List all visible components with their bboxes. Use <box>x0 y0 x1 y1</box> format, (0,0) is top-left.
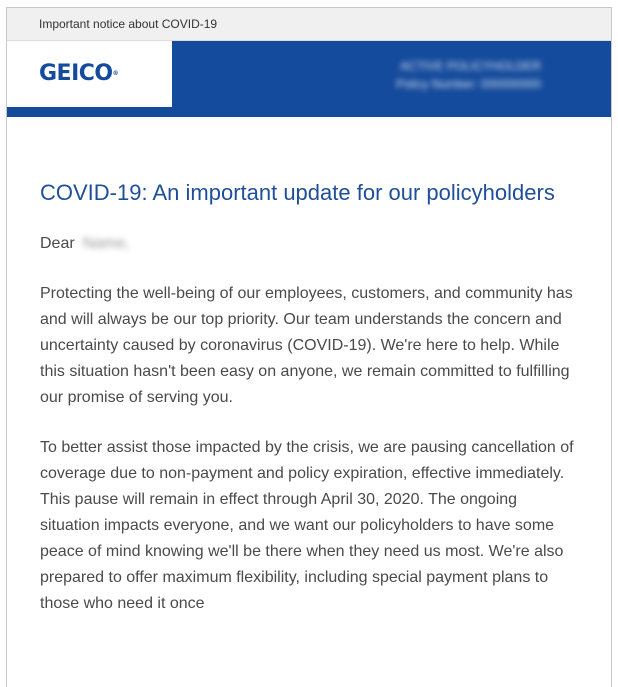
email-headline: COVID-19: An important update for our policyholders <box>40 180 555 205</box>
brand-banner <box>7 41 611 117</box>
email-body <box>6 7 612 687</box>
greeting-name-blurred: Name, <box>82 235 130 252</box>
greeting-prefix: Dear <box>40 235 75 252</box>
policy-info-line2: Policy Number: 000000000 <box>396 77 541 91</box>
logo-container[interactable] <box>7 41 172 107</box>
policy-info-blurred <box>396 57 541 93</box>
logo-wordmark: GEICO <box>39 61 113 86</box>
paragraph-wellbeing: Protecting the well-being of our employees, customers, and community has and will always be our top priority. Our team understands the concern and uncertainty caused by coronavirus (COVID-19). We're here to help. While this situation hasn't been easy on anyone, we remain committed to fulfilling our promise of serving you. <box>40 285 573 406</box>
greeting <box>40 231 575 257</box>
preheader-text: Important notice about COVID-19 <box>39 17 218 31</box>
email-content <box>7 117 611 617</box>
policy-info-line1: ACTIVE POLICYHOLDER <box>400 59 541 73</box>
email-preheader <box>7 8 611 41</box>
paragraph-cancellation-pause: To better assist those impacted by the crisis, we are pausing cancellation of coverage due to non-payment and policy expiration, effective immediately. This pause will remain in effect through April 30, 2020. The ongoing situation impacts everyone, and we want our policyholders to have some peace of mind knowing we'll be there when they need us most. We're also prepared to offer maximum flexibility, including special payment plans to those who need it once <box>40 439 574 612</box>
geico-logo[interactable] <box>39 62 118 86</box>
registered-mark: ® <box>112 70 119 77</box>
